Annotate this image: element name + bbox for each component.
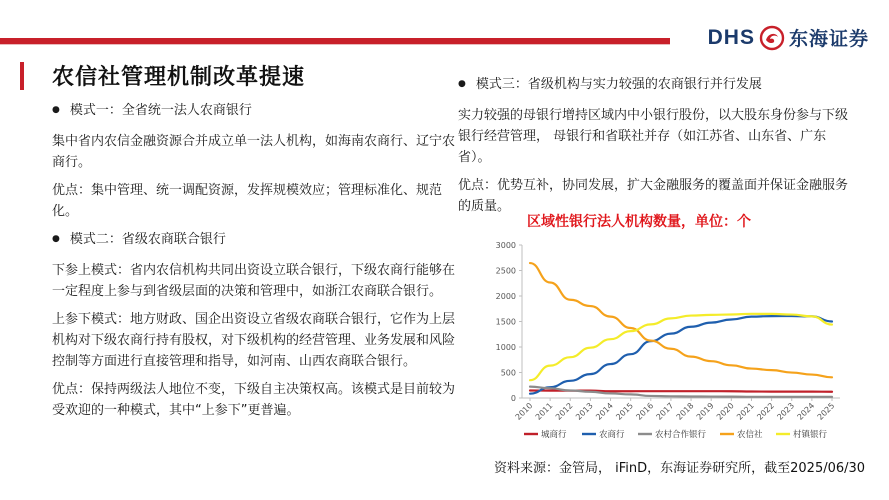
- brand-chinese-name: 东海证券: [788, 28, 869, 50]
- right-column: [458, 74, 858, 224]
- header-accent-line: [0, 44, 670, 45]
- legend-label-0: 城商行: [541, 430, 567, 440]
- x-tick-label: 2011: [533, 401, 555, 422]
- legend-label-3: 农信社: [737, 430, 763, 440]
- x-tick-label: 2016: [634, 401, 656, 422]
- mode3-heading: ● 模式三：省级机构与实力较强的农商银行并行发展: [458, 74, 858, 97]
- x-tick-label: 2017: [654, 401, 676, 422]
- series-line-3: [530, 263, 832, 377]
- left-column: [52, 100, 462, 428]
- brand-dhs-text: DHS: [707, 25, 755, 49]
- y-tick-label: 2500: [495, 266, 516, 276]
- x-tick-label: 2020: [714, 401, 736, 422]
- x-tick-label: 2013: [574, 401, 595, 422]
- line-chart: [480, 232, 860, 454]
- dragon-circle-icon: [759, 25, 785, 51]
- y-tick-label: 1000: [495, 343, 516, 352]
- x-tick-label: 2018: [674, 401, 696, 422]
- mode3-advantage: 优点：优势互补，协同发展，扩大金融服务的覆盖面并保证金融服务的质量。: [458, 178, 849, 214]
- mode2-heading: ● 模式二：省级农商联合银行: [52, 229, 462, 252]
- y-tick-label: 500: [500, 368, 516, 378]
- x-tick-label: 2025: [815, 401, 837, 422]
- y-tick-label: 1500: [495, 317, 516, 327]
- x-tick-label: 2015: [614, 401, 636, 422]
- x-tick-label: 2010: [513, 401, 535, 422]
- x-tick-label: 2019: [694, 401, 716, 422]
- brand-logo-group: [708, 24, 869, 51]
- y-tick-label: 2000: [495, 292, 516, 301]
- x-tick-label: 2012: [553, 401, 575, 422]
- series-line-4: [530, 314, 832, 380]
- page-title: 农信社管理机制改革提速: [52, 65, 306, 90]
- x-tick-label: 2023: [775, 401, 797, 422]
- x-tick-label: 2021: [735, 401, 756, 422]
- mode2-advantage: 优点：保持两级法人地位不变，下级自主决策权高。该模式是目前较为受欢迎的一种模式，其中“上参下”更普遍。: [52, 382, 456, 418]
- y-tick-label: 0: [510, 394, 516, 403]
- mode2-bottom-up: 下参上模式：省内农信机构共同出资设立联合银行，下级农商行能够在一定程度上参与到省级层面的决策和管理中，如浙江农商联合银行。: [52, 263, 456, 299]
- legend-label-2: 农村合作银行: [655, 430, 707, 440]
- source-note: 资料来源：金管局， iFinD，东海证券研究所，截至2025/06/30: [494, 461, 866, 476]
- y-tick-label: 3000: [495, 241, 516, 250]
- title-accent-bar: [20, 62, 24, 90]
- mode2-top-down: 上参下模式：地方财政、国企出资设立省级农商联合银行，它作为上层机构对下级农商行持有股权，对下级机构的经营管理、业务发展和风险控制等方面进行直接管理和指导，如河南、山西农商联合银行。: [52, 312, 456, 369]
- legend-label-1: 农商行: [599, 430, 625, 440]
- x-tick-label: 2024: [795, 401, 817, 422]
- mode1-heading: ● 模式一：全省统一法人农商银行: [52, 100, 462, 123]
- x-tick-label: 2022: [755, 401, 777, 422]
- mode3-description: 实力较强的母银行增持区域内中小银行股份，以大股东身份参与下级银行经营管理， 母银行和省联社并存（如江苏省、山东省、广东省）。: [458, 108, 849, 165]
- mode1-advantage: 优点：集中管理、统一调配资源，发挥规模效应；管理标准化、规范化。: [52, 183, 443, 219]
- legend-label-4: 村镇银行: [793, 430, 828, 440]
- x-tick-label: 2014: [594, 401, 615, 422]
- chart-title: 区域性银行法人机构数量，单位：个: [527, 214, 751, 230]
- mode1-description: 集中省内农信金融资源合并成立单一法人机构，如海南农商行、辽宁农商行。: [52, 134, 456, 170]
